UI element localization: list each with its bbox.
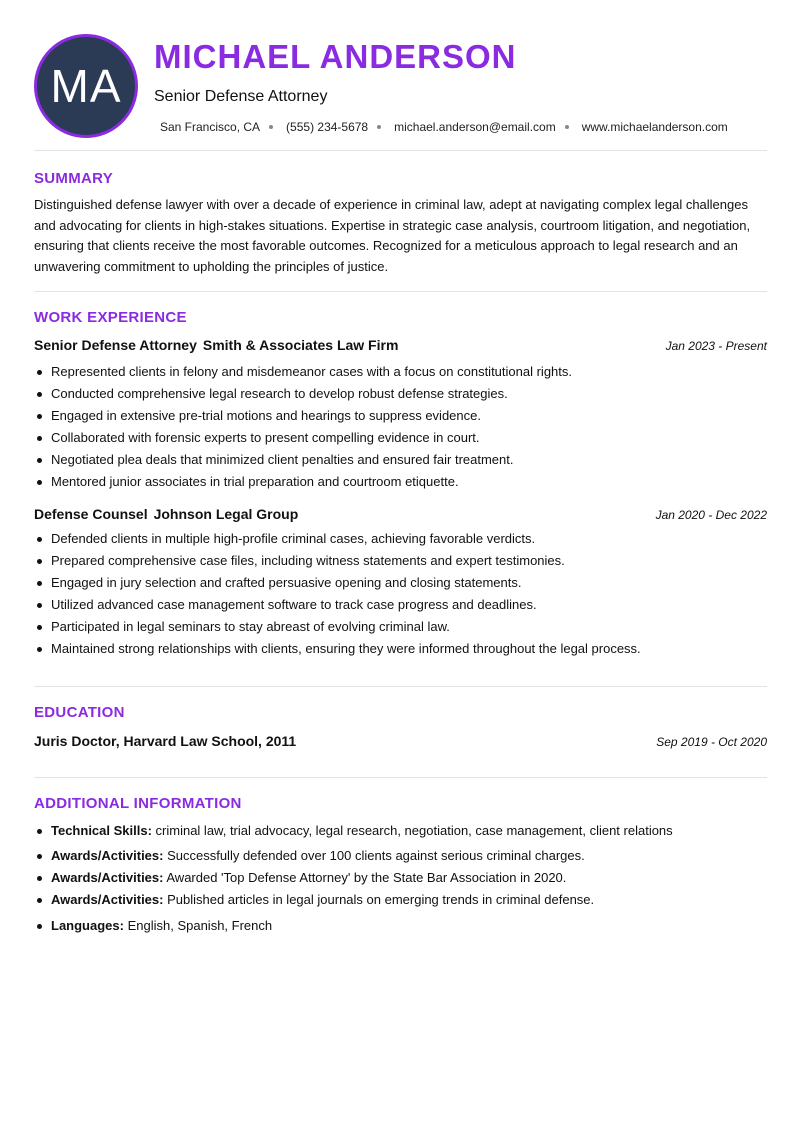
item-text: Published articles in legal journals on emerging trends in criminal defense. bbox=[163, 892, 595, 907]
item-text: Awarded 'Top Defense Attorney' by the State Bar Association in 2020. bbox=[163, 870, 567, 885]
job-header bbox=[34, 337, 767, 353]
list-item: Collaborated with forensic experts to present compelling evidence in court. bbox=[34, 427, 767, 449]
job-dates: Jan 2020 - Dec 2022 bbox=[655, 508, 767, 522]
job-header bbox=[34, 506, 767, 522]
item-text: Successfully defended over 100 clients against serious criminal charges. bbox=[163, 848, 585, 863]
list-item: Negotiated plea deals that minimized client penalties and ensured fair treatment. bbox=[34, 449, 767, 471]
contact-email: michael.anderson@email.com bbox=[394, 120, 556, 134]
job-heading bbox=[34, 337, 398, 353]
additional-info-list bbox=[34, 820, 767, 937]
divider bbox=[34, 686, 767, 687]
job-dates: Jan 2023 - Present bbox=[665, 339, 767, 353]
item-text: criminal law, trial advocacy, legal research, negotiation, case management, client relations bbox=[151, 823, 673, 838]
list-item: Engaged in extensive pre-trial motions and hearings to suppress evidence. bbox=[34, 405, 767, 427]
education-heading: EDUCATION bbox=[34, 704, 125, 721]
list-item: Maintained strong relationships with clients, ensuring they were informed throughout the legal process. bbox=[34, 638, 767, 660]
list-item: Defended clients in multiple high-profile criminal cases, achieving favorable verdicts. bbox=[34, 528, 767, 550]
avatar-initials: MA bbox=[50, 60, 122, 112]
list-item bbox=[34, 915, 767, 937]
education-degree: Juris Doctor, Harvard Law School, 2011 bbox=[34, 733, 297, 749]
list-item: Conducted comprehensive legal research to develop robust defense strategies. bbox=[34, 383, 767, 405]
job-company: Johnson Legal Group bbox=[153, 506, 299, 522]
job-company: Smith & Associates Law Firm bbox=[202, 337, 399, 353]
summary-heading: SUMMARY bbox=[34, 170, 114, 187]
work-experience-heading: WORK EXPERIENCE bbox=[34, 309, 187, 326]
contact-phone: (555) 234-5678 bbox=[286, 120, 369, 134]
candidate-name: MICHAEL ANDERSON bbox=[154, 38, 517, 75]
item-label: Technical Skills: bbox=[51, 823, 152, 838]
list-item bbox=[34, 867, 767, 889]
list-item bbox=[34, 889, 767, 911]
list-item bbox=[34, 820, 767, 842]
item-text: English, Spanish, French bbox=[123, 918, 273, 933]
education-dates: Sep 2019 - Oct 2020 bbox=[656, 735, 767, 749]
job-role: Defense Counsel bbox=[34, 506, 148, 522]
list-item: Utilized advanced case management software to track case progress and deadlines. bbox=[34, 594, 767, 616]
divider bbox=[34, 291, 767, 292]
contact-website: www.michaelanderson.com bbox=[581, 120, 728, 134]
additional-info-heading: ADDITIONAL INFORMATION bbox=[34, 795, 242, 812]
item-label: Awards/Activities: bbox=[51, 870, 164, 885]
separator-dot-icon bbox=[377, 125, 381, 129]
list-item: Mentored junior associates in trial preparation and courtroom etiquette. bbox=[34, 471, 767, 493]
divider bbox=[34, 777, 767, 778]
item-label: Languages: bbox=[51, 918, 124, 933]
job-bullet-list bbox=[34, 361, 767, 493]
contact-location: San Francisco, CA bbox=[160, 120, 261, 134]
separator-dot-icon bbox=[269, 125, 273, 129]
education-row bbox=[34, 733, 767, 749]
item-label: Awards/Activities: bbox=[51, 848, 164, 863]
list-item bbox=[34, 845, 767, 867]
list-item: Prepared comprehensive case files, including witness statements and expert testimonies. bbox=[34, 550, 767, 572]
job-bullet-list bbox=[34, 528, 767, 660]
list-item: Represented clients in felony and misdemeanor cases with a focus on constitutional rights. bbox=[34, 361, 767, 383]
job-role: Senior Defense Attorney bbox=[34, 337, 197, 353]
contact-row bbox=[160, 120, 728, 134]
divider bbox=[34, 150, 767, 151]
list-item: Participated in legal seminars to stay abreast of evolving criminal law. bbox=[34, 616, 767, 638]
candidate-title: Senior Defense Attorney bbox=[154, 88, 328, 105]
separator-dot-icon bbox=[565, 125, 569, 129]
summary-text: Distinguished defense lawyer with over a decade of experience in criminal law, adept at navigating complex legal challenges and advocating for clients in high-stakes situations. Expertise in strategic case analysis, courtroom litigation, and negotiation, ensuring that clients receive the most favorable outcomes. Recognized for a meticulous approach to legal research and an unwavering commitment to upholding the principles of justice. bbox=[34, 197, 751, 274]
avatar bbox=[34, 34, 138, 138]
list-item: Engaged in jury selection and crafted persuasive opening and closing statements. bbox=[34, 572, 767, 594]
item-label: Awards/Activities: bbox=[51, 892, 164, 907]
job-heading bbox=[34, 506, 298, 522]
